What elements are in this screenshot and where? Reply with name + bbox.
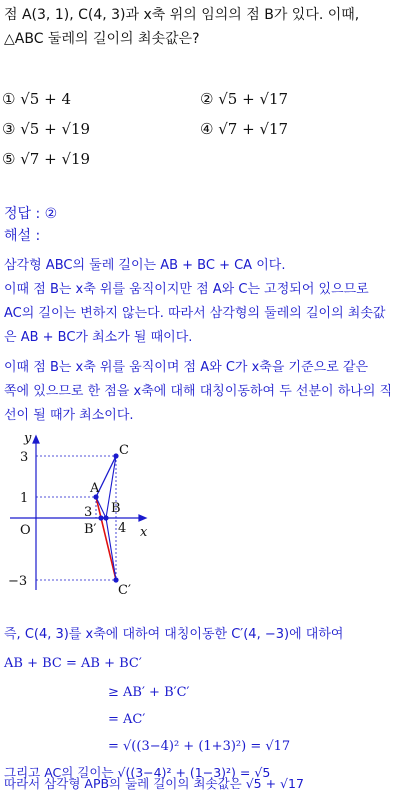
explanation-line-5: 이때 점 B는 x축 위를 움직이며 점 A와 C가 x축을 기준으로 같은	[4, 360, 369, 375]
tick-y-3: 3	[20, 450, 29, 465]
equation-line-1: AB + BC = AB + BC′	[4, 656, 142, 671]
equation-line-4: = √((3−4)² + (1+3)²) = √17	[108, 739, 291, 754]
answer-label: 정답 : ②	[4, 206, 58, 222]
choice-number: ①	[2, 90, 16, 108]
explanation-line-9: 그리고 AC의 길이는 √((3−4)² + (1−3)²) = √5	[4, 765, 271, 780]
coordinate-graph	[0, 428, 170, 598]
label-B: B	[111, 501, 121, 516]
choice-text: √5 + √17	[218, 90, 289, 108]
question-line-2: △ABC 둘레의 길이의 최솟값은?	[4, 31, 200, 47]
tick-x-4: 4	[118, 521, 127, 536]
question-line-1: 점 A(3, 1), C(4, 3)과 x축 위의 임의의 점 B가 있다. 이때,	[4, 7, 360, 23]
choice-2[interactable]	[200, 90, 288, 108]
segment-BCp	[106, 518, 116, 580]
tick-y-neg3: −3	[8, 574, 28, 589]
choice-5[interactable]	[2, 150, 90, 168]
point-B-prime	[98, 515, 103, 520]
choice-3[interactable]	[2, 120, 90, 138]
choice-text: √7 + √17	[218, 120, 289, 138]
axes	[10, 436, 146, 590]
label-B-prime: B′	[84, 522, 97, 537]
choice-text: √7 + √19	[20, 150, 91, 168]
choice-number: ②	[200, 90, 214, 108]
label-C: C	[119, 443, 129, 458]
explanation-line-1: 삼각형 ABC의 둘레 길이는 AB + BC + CA 이다.	[4, 258, 286, 273]
explanation-line-7: 선이 될 때가 최소이다.	[4, 408, 134, 423]
explanation-line-10: 따라서 삼각형 APB의 둘레 길이의 최솟값은 √5 + √17	[4, 776, 304, 791]
choice-number: ⑤	[2, 150, 16, 168]
choice-number: ③	[2, 120, 16, 138]
equation-line-2: ≥ AB′ + B′C′	[108, 685, 190, 700]
explanation-line-4: 은 AB + BC가 최소가 될 때이다.	[4, 330, 193, 345]
choice-number: ④	[200, 120, 214, 138]
explanation-label: 해설 :	[4, 228, 41, 244]
point-B	[103, 515, 108, 520]
label-A: A	[90, 481, 100, 496]
tick-x-3: 3	[84, 505, 93, 520]
origin-label: O	[20, 523, 31, 538]
tick-y-1: 1	[20, 491, 29, 506]
equation-line-3: = AC′	[108, 712, 146, 727]
choice-text: √5 + √19	[20, 120, 91, 138]
explanation-line-3: AC의 길이는 변하지 않는다. 따라서 삼각형의 둘레의 길이의 최솟값	[4, 306, 386, 321]
y-axis-label: y	[24, 431, 32, 446]
choice-text: √5 + 4	[20, 90, 71, 108]
choice-1[interactable]	[2, 90, 71, 108]
explanation-line-6: 쪽에 있으므로 한 점을 x축에 대해 대칭이동하여 두 선분이 하나의 직	[4, 384, 393, 399]
x-axis-label: x	[140, 525, 148, 540]
point-C	[113, 453, 118, 458]
explanation-line-8: 즉, C(4, 3)를 x축에 대하여 대칭이동한 C′(4, −3)에 대하여	[4, 627, 344, 642]
explanation-line-2: 이때 점 B는 x축 위를 움직이지만 점 A와 C는 고정되어 있으므로	[4, 282, 369, 297]
point-C-prime	[113, 577, 118, 582]
label-C-prime: C′	[118, 583, 131, 598]
choice-4[interactable]	[200, 120, 288, 138]
